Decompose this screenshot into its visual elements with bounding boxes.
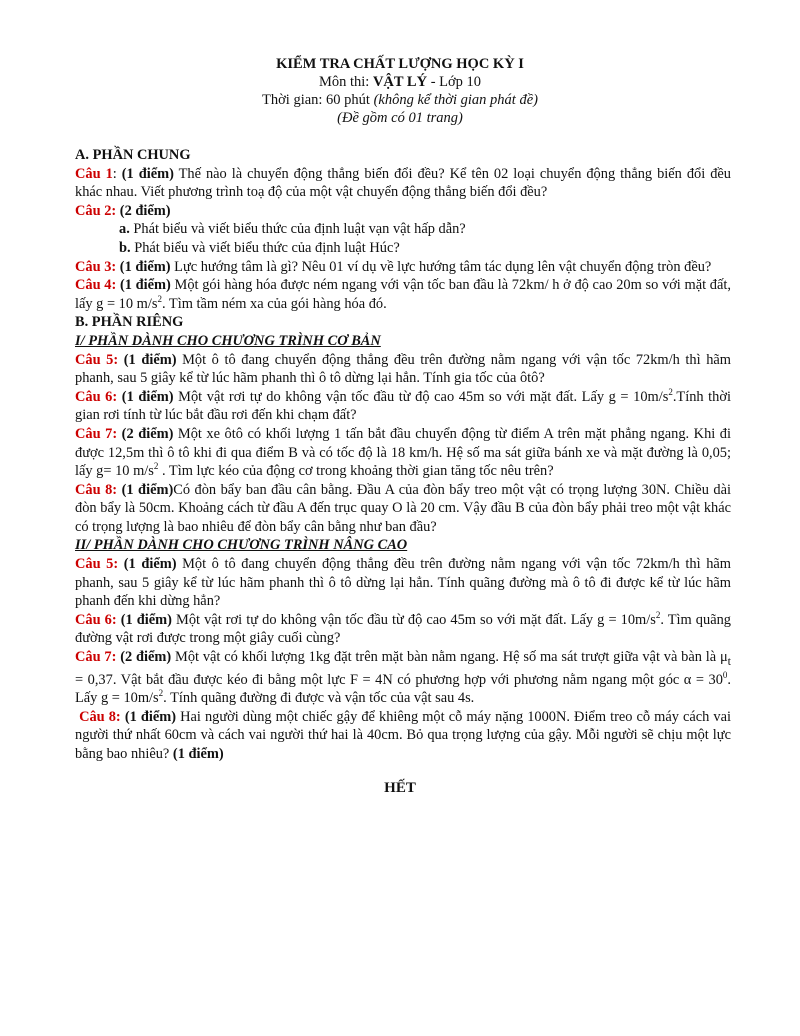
superscript: 2 [668,386,673,397]
question-points: (2 điểm) [120,649,172,666]
question-points: (1 điểm) [120,611,172,628]
question-points: (1 điểm) [121,165,174,182]
question-label: Câu 4: [75,277,117,294]
question-a1 [75,165,731,202]
question-b6 [75,388,731,425]
section-b2-heading: II/ PHẦN DÀNH CHO CHƯƠNG TRÌNH NÂNG CAO [75,537,408,554]
subject-line [0,73,800,91]
question-text-cont2: . Lấy g = 10m/s [75,671,731,707]
question-b5 [75,351,731,388]
question-a2-part-b [75,239,731,258]
question-text: Một gói hàng hóa được ném ngang với vận tốc ban đầu là 72km/ h ở độ cao 20m so với mặt đất, lấy g = 10 m/s [75,277,731,312]
superscript: 0 [722,669,728,680]
question-c5 [75,555,731,611]
question-text: Thế nào là chuyển động thẳng biến đổi đều? Kể tên 02 loại chuyển động thẳng biến đổi đều khác nhau. Viết phương trình toạ độ của một vật chuyển động thẳng biến đổi đều? [75,165,731,201]
question-points: (1 điểm) [119,258,171,275]
superscript: 2 [153,461,159,472]
question-label: Câu 8: [75,481,118,498]
question-text-cont3: . Tính quãng đường đi được và vận tốc của vật sau 4s. [163,690,475,707]
question-text-cont: . Tìm lực kéo của động cơ trong khoảng thời gian tăng tốc nêu trên? [158,463,554,480]
question-text-cont: . Tìm tầm ném xa của gói hàng hóa đó. [161,295,387,312]
part-text: Phát biểu và viết biểu thức của định luật Húc? [130,239,400,256]
end-marker: HẾT [384,780,416,796]
question-a2 [75,202,731,221]
question-label: Câu 7: [75,649,117,666]
question-c6 [75,611,731,648]
section-b1-heading: I/ PHẦN DÀNH CHO CHƯƠNG TRÌNH CƠ BẢN [75,332,381,349]
question-text: Lực hướng tâm là gì? Nêu 01 ví dụ về lực hướng tâm tác dụng lên vật chuyển động tròn đều? [170,258,712,275]
question-text: Một vật rơi tự do không vận tốc đầu từ độ cao 45m so với mặt đất. Lấy g = 10m/s [173,388,669,405]
question-points-trailing: (1 điểm) [172,745,224,762]
question-text-cont: . Tìm quãng đường vật rơi được trong một giây cuối cùng? [75,611,731,647]
question-label: Câu 7: [75,425,118,442]
superscript-2: 2 [158,688,164,699]
time-label: Thời gian: 60 phút [262,92,374,108]
exam-content [75,146,731,763]
section-b-heading: B. PHẦN RIÊNG [75,314,184,331]
part-label: b. [119,239,131,256]
question-text: Có đòn bẩy ban đầu cân bằng. Đầu A của đòn bẩy treo một vật có trọng lượng 30N. Chiều dài đòn bẩy là 50cm. Khoảng cách từ đầu A đến trục quay O là 20 cm. Vậy đầu B của đòn bẩy phải treo một vật khác có trọng lượng là bao nhiêu để đòn bẩy cân bằng như ban đầu? [75,481,731,535]
question-text-cont: .Tính thời gian rơi tính từ lúc bắt đầu rơi đến khi chạm đất? [75,388,731,424]
question-a3 [75,258,731,277]
question-text: Một vật rơi tự do không vận tốc đầu từ độ cao 45m so với mặt đất. Lấy g = 10m/s [171,611,656,628]
grade-label: - Lớp 10 [427,74,482,90]
question-label: Câu 6: [75,388,118,405]
question-text: Một ô tô đang chuyển động thẳng đều trên đường nằm ngang với vận tốc 72km/h thì hãm phanh, sau 5 giây kể từ lúc hãm phanh thì ô tô dừng lại hẳn. Tính quãng đường mà ô tô đi được kể từ lúc hãm phanh đến khi dừng hẳn? [75,556,731,610]
question-label: Câu 1 [75,165,113,182]
question-points: (1 điểm) [119,277,171,294]
question-label: Câu 8: [79,708,121,725]
question-text-cont: = 0,37. Vật bắt đầu được kéo đi bằng một lực F = 4N có phương hợp với phương nằm ngang một góc α = 30 [75,671,723,688]
question-points: (1 điểm) [121,481,174,498]
question-label: Câu 5: [75,556,119,573]
question-a2-part-a [75,220,731,239]
question-text: Hai người dùng một chiếc gậy để khiêng một cỗ máy nặng 1000N. Điểm treo cỗ máy cách vai người thứ nhất 60cm và cách vai người thứ hai là 40cm. Bỏ qua trọng lượng của gậy. Mỗi người sẽ chịu một lực bằng bao nhiêu? [75,708,732,762]
question-points: (2 điểm) [121,425,174,442]
question-points: (1 điểm) [121,388,174,405]
question-a4 [75,276,731,313]
question-points: (2 điểm) [119,202,171,219]
subject-name: VẬT LÝ [372,74,428,90]
superscript: 2 [157,293,162,304]
question-label: Câu 5: [75,351,119,368]
question-text: Một vật có khối lượng 1kg đặt trên mặt bàn nằm ngang. Hệ số ma sát trượt giữa vật và bàn là μ [171,649,728,666]
section-a-heading: A. PHẦN CHUNG [75,147,191,163]
time-note: (không kể thời gian phát đề) [373,92,538,108]
pages-note-line [0,109,800,127]
question-text: Một ô tô đang chuyển động thẳng đều trên đường nằm ngang với vận tốc 72km/h thì hãm phanh, sau 5 giây kể từ lúc hãm phanh thì ô tô dừng lại hẳn. Tính gia tốc của ôtô? [75,351,731,387]
pages-note: (Đề gồm có 01 trang) [337,110,463,126]
question-label: Câu 6: [75,611,117,628]
question-label: Câu 3: [75,258,117,275]
question-b8 [75,481,731,537]
subscript: t [727,653,732,668]
question-text: Một xe ôtô có khối lượng 1 tấn bắt đầu chuyển động từ điểm A trên mặt phẳng ngang. Khi đi được 12,5m thì ô tô khi đi qua điểm B và có tốc độ là 18 km/h. Hệ số ma sát giữa bánh xe và mặt đường là 0,05; lấy g= 10 m/s [75,425,731,480]
question-points: (1 điểm) [124,708,177,725]
question-points: (1 điểm) [123,351,177,368]
part-text: Phát biểu và viết biểu thức của định luật vạn vật hấp dẫn? [129,221,466,238]
question-points: (1 điểm) [123,556,177,573]
part-label: a. [119,221,130,238]
exam-header [0,55,800,127]
question-label: Câu 2: [75,202,117,219]
question-sep: : [112,165,122,182]
subject-prefix: Môn thi: [318,74,373,90]
question-c8 [75,708,731,764]
question-c7 [75,648,731,708]
time-line [0,91,800,109]
superscript: 2 [655,610,661,621]
exam-title: KIỂM TRA CHẤT LƯỢNG HỌC KỲ I [276,56,524,72]
question-b7 [75,425,731,481]
